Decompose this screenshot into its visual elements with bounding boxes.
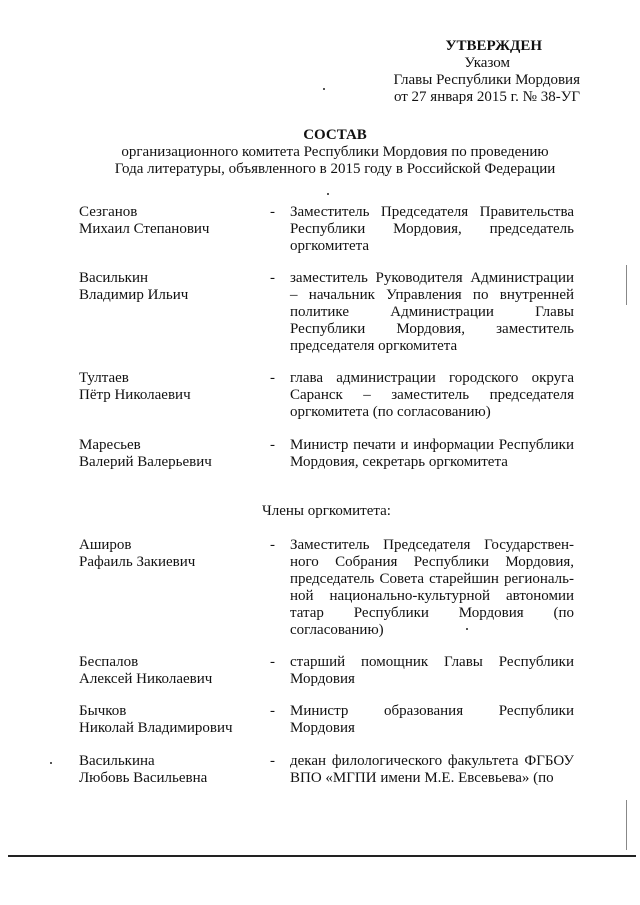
role-line: ВПО «МГПИ имени М.Е. Евсевьева» (по — [290, 770, 554, 786]
scan-edge-mark — [626, 265, 627, 305]
member-role — [290, 437, 574, 471]
member-name — [79, 204, 269, 238]
role-line: ного Собрания Республики Мордовия, — [290, 554, 574, 570]
role-line: оргкомитета (по согласованию) — [290, 404, 491, 420]
role-line: Заместитель Председателя Правительства — [290, 204, 574, 220]
decree-label: Указом — [464, 55, 510, 71]
role-line: оргкомитета — [290, 238, 370, 254]
member-role — [290, 703, 574, 737]
member-name — [79, 537, 269, 571]
member-surname: Сезганов — [79, 204, 138, 220]
member-surname: Беспалов — [79, 654, 139, 670]
member-dash: - — [270, 370, 275, 386]
role-line: политике Администрации Главы — [290, 304, 574, 320]
member-dash: - — [270, 753, 275, 769]
member-role — [290, 204, 574, 255]
member-name — [79, 753, 269, 787]
scan-speck — [466, 628, 468, 630]
member-given-name: Михаил Степанович — [79, 221, 210, 237]
role-line: Заместитель Председателя Государствен- — [290, 537, 574, 553]
member-dash: - — [270, 270, 275, 286]
member-dash: - — [270, 204, 275, 220]
role-line: – начальник Управления по внутренней — [290, 287, 574, 303]
member-surname: Василькина — [79, 753, 155, 769]
member-name — [79, 270, 269, 304]
role-line: старший помощник Главы Республики — [290, 654, 574, 670]
role-line: ной национально-культурной автономии — [290, 588, 574, 604]
role-line: Республики Мордовия, председатель — [290, 221, 574, 237]
document-subtitle-line-2: Года литературы, объявленного в 2015 году в Российской Федерации — [114, 161, 556, 177]
document-subtitle-line-1: организационного комитета Республики Мордовия по проведению — [121, 144, 549, 160]
member-given-name: Рафаиль Закиевич — [79, 554, 196, 570]
role-line: татар Республики Мордовия (по — [290, 605, 574, 621]
member-surname: Маресьев — [79, 437, 141, 453]
role-line: председатель Совета старейшин региональ- — [290, 571, 574, 587]
member-role — [290, 753, 574, 787]
role-line: Саранск – заместитель председателя — [290, 387, 574, 403]
member-role — [290, 654, 574, 688]
decree-date: от 27 января 2015 г. № 38-УГ — [393, 89, 580, 105]
document-title: СОСТАВ — [303, 127, 367, 143]
member-surname: Тултаев — [79, 370, 129, 386]
member-dash: - — [270, 537, 275, 553]
member-dash: - — [270, 703, 275, 719]
role-line: Министр образования Республики — [290, 703, 574, 719]
scan-speck — [323, 88, 325, 90]
role-line: декан филологического факультета ФГБОУ — [290, 753, 574, 769]
member-role — [290, 270, 574, 355]
role-line: председателя оргкомитета — [290, 338, 458, 354]
member-surname: Василькин — [79, 270, 149, 286]
members-heading: Члены оргкомитета: — [262, 503, 391, 519]
member-surname: Бычков — [79, 703, 127, 719]
head-label: Главы Республики Мордовия — [393, 72, 580, 88]
scan-edge-mark — [626, 800, 627, 850]
member-dash: - — [270, 437, 275, 453]
member-name — [79, 370, 269, 404]
member-dash: - — [270, 654, 275, 670]
scan-speck — [327, 193, 329, 195]
member-surname: Аширов — [79, 537, 132, 553]
member-given-name: Пётр Николаевич — [79, 387, 191, 403]
member-role — [290, 370, 574, 421]
member-given-name: Николай Владимирович — [79, 720, 233, 736]
role-line: Мордовия — [290, 671, 355, 687]
role-line: Министр печати и информации Республики — [290, 437, 574, 453]
page-bottom-rule — [8, 855, 636, 857]
member-given-name: Любовь Васильевна — [79, 770, 208, 786]
approval-block — [380, 38, 600, 106]
role-line: Мордовия — [290, 720, 355, 736]
role-line: заместитель Руководителя Администрации — [290, 270, 574, 286]
role-line: согласованию) — [290, 622, 384, 638]
role-line: Республики Мордовия, заместитель — [290, 321, 574, 337]
member-name — [79, 703, 269, 737]
member-name — [79, 654, 269, 688]
member-given-name: Алексей Николаевич — [79, 671, 213, 687]
document-heading — [0, 127, 640, 178]
member-given-name: Валерий Валерьевич — [79, 454, 212, 470]
role-line: глава администрации городского округа — [290, 370, 574, 386]
role-line: Мордовия, секретарь оргкомитета — [290, 454, 508, 470]
scan-speck — [50, 762, 52, 764]
member-role — [290, 537, 574, 639]
member-name — [79, 437, 269, 471]
approved-label: УТВЕРЖДЕН — [445, 38, 542, 54]
member-given-name: Владимир Ильич — [79, 287, 189, 303]
